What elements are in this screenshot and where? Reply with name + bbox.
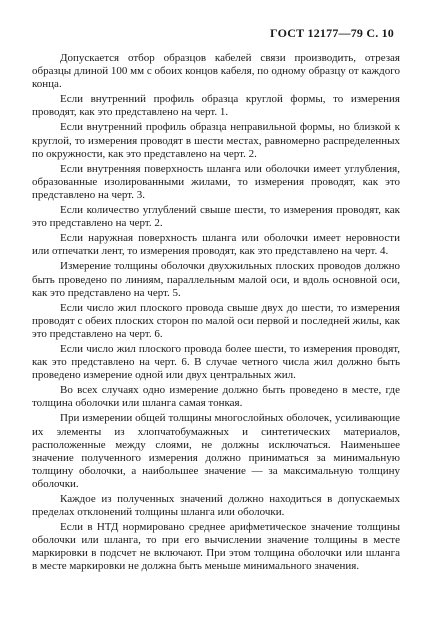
paragraph: Если наружная поверхность шланга или оболочки имеет неровности или отпечатки лент, то измерения проводят, как это представлено на черт. 4. [32,232,400,258]
paragraph: Если число жил плоского провода более шести, то измерения проводят, как это представлено на черт. 6. В случае четного числа жил должно быть проведено измерение одной или двух центральных жил. [32,342,400,382]
page-header: ГОСТ 12177—79 С. 10 [270,26,394,40]
paragraph: Если количество углублений свыше шести, то измерения проводят, как это представлено на черт. 2. [32,204,400,230]
paragraph: Если внутренний профиль образца круглой формы, то измерения проводят, как это представлено на черт. 1. [32,93,400,119]
document-body [32,52,400,576]
paragraph: При измерении общей толщины многослойных оболочек, усиливающие их элементы из хлопчатобумажных и синтетических материалов, расположенные между слоями, не должны исключаться. Наименьшее значение полученного измерения должно приниматься за минимальную толщину оболочки, а наибольшее значение — за максимальную толщину оболочки. [32,412,400,490]
paragraph: Допускается отбор образцов кабелей связи производить, отрезая образцы длиной 100 мм с обоих концов кабеля, по одному образцу от каждого конца. [32,52,400,91]
paragraph: Во всех случаях одно измерение должно быть проведено в месте, где толщина оболочки или шланга самая тонкая. [32,384,400,410]
paragraph: Измерение толщины оболочки двухжильных плоских проводов должно быть проведено по линиям, параллельным малой оси, и вдоль основной оси, как это представлено на черт. 5. [32,260,400,299]
paragraph: Если число жил плоского провода свыше двух до шести, то измерения проводят с обеих плоских сторон по малой оси первой и последней жилы, как это представлено на черт. 6. [32,301,400,340]
paragraph: Если внутренняя поверхность шланга или оболочки имеет углубления, образованные изолированными жилами, то измерения проводят, как это представлено на черт. 3. [32,162,400,201]
paragraph: Если в НТД нормировано среднее арифметическое значение толщины оболочки или шланга, то при его вычислении значение толщины в месте маркировки в подсчет не включают. При этом толщина оболочки или шланга в месте маркировки не должна быть меньше минимального значения. [32,521,400,573]
paragraph: Каждое из полученных значений должно находиться в допускаемых пределах отклонений толщины шланга или оболочки. [32,493,400,519]
paragraph: Если внутренний профиль образца неправильной формы, но близкой к круглой, то измерения проводят в шести местах, равномерно распределенных по окружности, как это представлено на черт. 2. [32,121,400,160]
